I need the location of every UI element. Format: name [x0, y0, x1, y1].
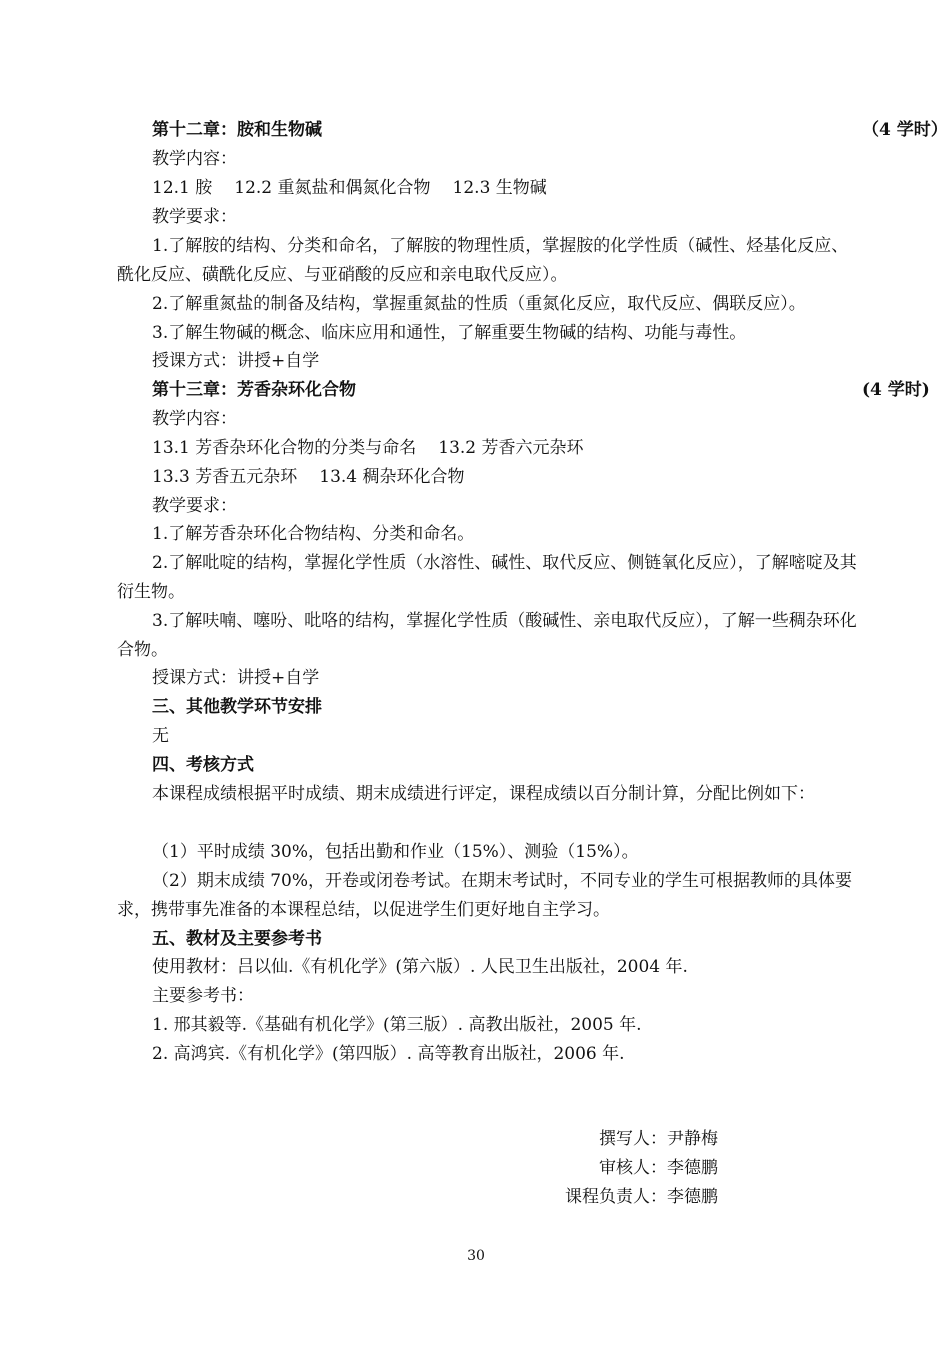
chapter12-hours: （4 学时） [862, 120, 948, 140]
chapter13-req-label: 教学要求： [152, 496, 237, 516]
content-item: 13.2 芳香六元杂环 [438, 438, 584, 458]
chapter12-heading [152, 116, 948, 145]
content-item: 12.1 胺 [152, 178, 213, 198]
section4-title: 四、考核方式 [152, 755, 254, 775]
chapter13-method: 授课方式：讲授+自学 [152, 668, 320, 688]
section4-item-2: （2）期末成绩 70%，开卷或闭卷考试。在期末考试时，不同专业的学生可根据教师的具体要求，携带事先准备的本课程总结，以促进学生们更好地自主学习。 [117, 871, 853, 920]
chapter13-req-2: 2.了解吡啶的结构，掌握化学性质（水溶性、碱性、取代反应、侧链氧化反应），了解嘧啶及其衍生物。 [117, 553, 857, 602]
content-item: 12.2 重氮盐和偶氮化合物 [234, 178, 431, 198]
content-item: 13.4 稠杂环化合物 [319, 467, 465, 487]
section5-ref-2: 2. 高鸿宾.《有机化学》(第四版）. 高等教育出版社，2006 年. [152, 1044, 625, 1064]
chapter12-content-label: 教学内容： [152, 149, 237, 169]
chapter13-title: 第十三章：芳香杂环化合物 [152, 380, 356, 400]
chapter12-req-2: 2.了解重氮盐的制备及结构，掌握重氮盐的性质（重氮化反应，取代反应、偶联反应）。 [152, 294, 806, 314]
chapter12-req-3: 3.了解生物碱的概念、临床应用和通性，了解重要生物碱的结构、功能与毒性。 [152, 323, 747, 343]
chapter12-req-label: 教学要求： [152, 207, 237, 227]
content-item: 13.3 芳香五元杂环 [152, 467, 298, 487]
signature-reviewer: 审核人：李德鹏 [599, 1158, 718, 1178]
chapter13-content-line-1 [152, 434, 862, 463]
signature-writer: 撰写人：尹静梅 [599, 1129, 718, 1149]
chapter12-content-items [152, 174, 862, 203]
chapter13-content-label: 教学内容： [152, 409, 237, 429]
section5-ref-1: 1. 邢其毅等.《基础有机化学》(第三版）. 高教出版社，2005 年. [152, 1015, 642, 1035]
content-item: 13.1 芳香杂环化合物的分类与命名 [152, 438, 417, 458]
chapter13-heading [152, 376, 930, 405]
section3-body: 无 [152, 726, 169, 746]
chapter13-hours: (4 学时) [862, 380, 930, 400]
chapter13-req-3: 3.了解呋喃、噻吩、吡咯的结构，掌握化学性质（酸碱性、亲电取代反应），了解一些稠杂环化合物。 [117, 611, 857, 660]
section4-intro: 本课程成绩根据平时成绩、期末成绩进行评定，课程成绩以百分制计算，分配比例如下： [152, 784, 815, 804]
section5-textbook: 使用教材：吕以仙.《有机化学》(第六版）. 人民卫生出版社，2004 年. [152, 957, 688, 977]
content-item: 12.3 生物碱 [452, 178, 547, 198]
section3-title: 三、其他教学环节安排 [152, 697, 322, 717]
section4-item-1: （1）平时成绩 30%，包括出勤和作业（15%）、测验（15%）。 [152, 842, 639, 862]
chapter12-title: 第十二章：胺和生物碱 [152, 120, 322, 140]
chapter13-req-1: 1.了解芳香杂环化合物结构、分类和命名。 [152, 524, 475, 544]
chapter12-method: 授课方式：讲授+自学 [152, 351, 320, 371]
section5-ref-label: 主要参考书： [152, 986, 254, 1006]
signature-course-owner: 课程负责人：李德鹏 [565, 1187, 718, 1207]
chapter13-content-line-2 [152, 463, 862, 492]
chapter12-req-1: 1.了解胺的结构、分类和命名，了解胺的物理性质，掌握胺的化学性质（碱性、烃基化反应、酰化反应、磺酰化反应、与亚硝酸的反应和亲电取代反应）。 [117, 236, 849, 285]
page-number: 30 [467, 1248, 485, 1264]
section5-title: 五、教材及主要参考书 [152, 929, 322, 949]
